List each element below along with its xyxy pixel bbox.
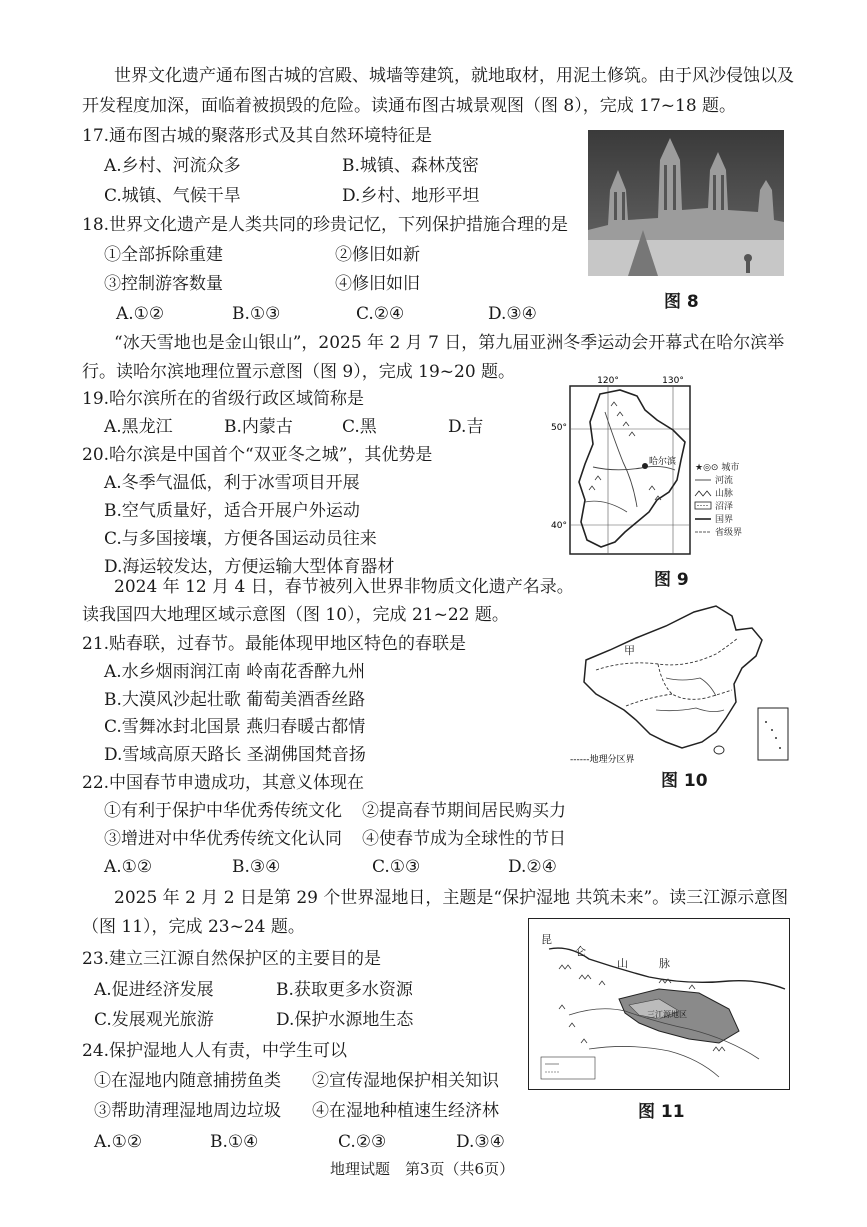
q22-option-d: D.②④ (508, 857, 557, 877)
q23-option-b: B.获取更多水资源 (276, 980, 413, 1000)
q23-stem: 23.建立三江源自然保护区的主要目的是 (82, 949, 382, 969)
lat-label-40: 40° (551, 521, 567, 531)
q17-option-d: D.乡村、地形平坦 (342, 186, 480, 206)
legend-national-border: 国界 (715, 515, 734, 525)
lon-label-130: 130° (662, 376, 684, 386)
map-label-lun: 仑 (575, 945, 586, 958)
q22-option-b: B.③④ (232, 857, 281, 877)
q17-stem: 17.通布图古城的聚落形式及其自然环境特征是 (82, 126, 433, 146)
figure-11-map (528, 918, 790, 1090)
q20-option-a: A.冬季气温低，利于冰雪项目开展 (104, 473, 360, 493)
intro-text-1: 世界文化遗产通布图古城的宫殿、城墙等建筑，就地取材，用泥土修筑。由于风沙侵蚀以及 (114, 66, 794, 86)
figure-10-map (566, 598, 794, 766)
q18-statement-4: ④修旧如旧 (335, 274, 420, 294)
q22-statement-2: ②提高春节期间居民购买力 (362, 801, 566, 821)
q19-option-c: C.黑 (342, 417, 377, 437)
legend-provincial-border: 省级界 (715, 528, 743, 538)
q24-option-d: D.③④ (456, 1132, 505, 1152)
city-label-harbin: 哈尔滨 (649, 457, 677, 467)
q21-option-c: C.雪舞冰封北国景 燕归春暖古都情 (104, 717, 366, 737)
q24-statement-3: ③帮助清理湿地周边垃圾 (94, 1101, 281, 1121)
intro-text-2b: 行。读哈尔滨地理位置示意图（图 9），完成 19~20 题。 (82, 362, 516, 382)
figure-10-legend: ------地理分区界 (570, 755, 635, 765)
map-label-mai: 脉 (659, 957, 670, 970)
q20-option-c: C.与多国接壤，方便各国运动员往来 (104, 529, 377, 549)
q22-statement-3: ③增进对中华优秀传统文化认同 (104, 829, 342, 849)
q24-statement-1: ①在湿地内随意捕捞鱼类 (94, 1071, 281, 1091)
figure-9-caption: 图 9 (654, 570, 689, 590)
q18-option-c: C.②④ (356, 304, 405, 324)
q21-option-a: A.水乡烟雨润江南 岭南花香醉九州 (104, 662, 366, 682)
q24-option-a: A.①② (94, 1132, 143, 1152)
figure-8-caption: 图 8 (664, 292, 699, 312)
q21-option-b: B.大漠风沙起壮歌 葡萄美酒香丝路 (104, 690, 366, 710)
legend-river: 河流 (715, 476, 734, 486)
figure-9-map (545, 372, 795, 560)
legend-swamp: 沼泽 (715, 502, 734, 512)
q22-option-c: C.①③ (372, 857, 421, 877)
q18-statement-3: ③控制游客数量 (104, 274, 223, 294)
figure-11-caption: 图 11 (638, 1102, 685, 1122)
lon-label-120: 120° (597, 376, 619, 386)
q22-option-a: A.①② (104, 857, 153, 877)
q17-option-b: B.城镇、森林茂密 (342, 156, 479, 176)
figure-10-caption: 图 10 (661, 771, 708, 791)
q20-option-d: D.海运较发达，方便运输大型体育器材 (104, 557, 395, 577)
q23-option-c: C.发展观光旅游 (94, 1010, 214, 1030)
q22-stem: 22.中国春节申遗成功，其意义体现在 (82, 773, 365, 793)
q22-statement-4: ④使春节成为全球性的节日 (362, 829, 566, 849)
map-label-kun: 昆 (541, 933, 552, 946)
intro-text-4: 2025 年 2 月 2 日是第 29 个世界湿地日，主题是“保护湿地 共筑未来”。读三江源示意图 (114, 888, 789, 908)
intro-text-4b: （图 11），完成 23~24 题。 (82, 917, 305, 937)
intro-text-3: 2024 年 12 月 4 日，春节被列入世界非物质文化遗产名录。 (114, 577, 574, 597)
q24-option-c: C.②③ (338, 1132, 387, 1152)
q19-option-d: D.吉 (448, 417, 484, 437)
figure-8-photo (588, 130, 784, 276)
q18-option-a: A.①② (116, 304, 165, 324)
q17-option-a: A.乡村、河流众多 (104, 156, 241, 176)
q21-option-d: D.雪域高原天路长 圣湖佛国梵音扬 (104, 745, 366, 765)
page-footer: 地理试题 第3页（共6页） (330, 1160, 515, 1178)
legend-city: ★◎⊙ 城市 (695, 463, 740, 473)
intro-text-1b: 开发程度加深，面临着被损毁的危险。读通布图古城景观图（图 8），完成 17~18 题。 (82, 96, 737, 116)
q19-option-b: B.内蒙古 (224, 417, 293, 437)
legend-mountain: 山脉 (715, 489, 734, 499)
intro-text-3b: 读我国四大地理区域示意图（图 10），完成 21~22 题。 (82, 605, 509, 625)
q20-option-b: B.空气质量好，适合开展户外运动 (104, 501, 360, 521)
q20-stem: 20.哈尔滨是中国首个“双亚冬之城”，其优势是 (82, 445, 433, 465)
region-label-jia: 甲 (624, 644, 635, 657)
map-label-shan: 山 (617, 957, 628, 970)
q19-option-a: A.黑龙江 (104, 417, 173, 437)
q23-option-d: D.保护水源地生态 (276, 1010, 414, 1030)
intro-text-2: “冰天雪地也是金山银山”，2025 年 2 月 7 日，第九届亚洲冬季运动会开幕式在哈尔滨举 (114, 333, 785, 353)
q18-stem: 18.世界文化遗产是人类共同的珍贵记忆，下列保护措施合理的是 (82, 215, 569, 235)
q24-option-b: B.①④ (210, 1132, 259, 1152)
q18-option-b: B.①③ (232, 304, 281, 324)
q21-stem: 21.贴春联，过春节。最能体现甲地区特色的春联是 (82, 634, 467, 654)
q17-option-c: C.城镇、气候干旱 (104, 186, 241, 206)
q19-stem: 19.哈尔滨所在的省级行政区域简称是 (82, 389, 365, 409)
q22-statement-1: ①有利于保护中华优秀传统文化 (104, 801, 342, 821)
q18-statement-2: ②修旧如新 (335, 245, 420, 265)
map-label-sanjiangyuan: 三江源地区 (647, 1010, 687, 1019)
q18-statement-1: ①全部拆除重建 (104, 245, 223, 265)
lat-label-50: 50° (551, 423, 567, 433)
q24-stem: 24.保护湿地人人有责，中学生可以 (82, 1041, 348, 1061)
q23-option-a: A.促进经济发展 (94, 980, 214, 1000)
q24-statement-2: ②宣传湿地保护相关知识 (312, 1071, 499, 1091)
q24-statement-4: ④在湿地种植速生经济林 (312, 1101, 499, 1121)
q18-option-d: D.③④ (488, 304, 537, 324)
